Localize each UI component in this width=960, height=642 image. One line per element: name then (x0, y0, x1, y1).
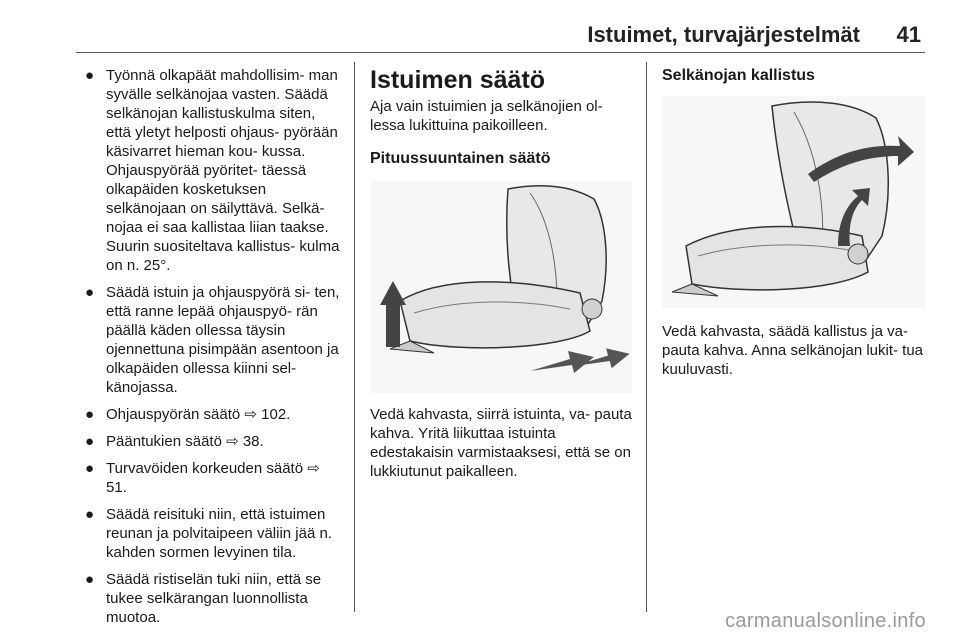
recline-caption: Vedä kahvasta, säädä kallistus ja va- pauta kahva. Anna selkänojan lukit- tua kuuluvasti. (662, 323, 924, 378)
column-divider-1 (354, 62, 355, 612)
bullet-item: ● Pääntukien säätö ⇨ 38. (85, 433, 264, 450)
bullet-icon: ● (85, 571, 95, 588)
subsection-title: Selkänojan kallistus (662, 67, 815, 84)
longitudinal-caption: Vedä kahvasta, siirrä istuinta, va- pauta kahva. Yritä liikuttaa istuinta edestakaisin varmistaaksesi, että se on lukkiutunut paikalleen. (370, 406, 632, 480)
section-title: Istuimen säätö (370, 66, 546, 94)
bullet-icon: ● (85, 433, 95, 450)
bullet-item: ● Työnnä olkapäät mahdollisim- man syvälle selkänojaa vasten. Säädä selkänojan kallistuskulma siten, että yletyt helposti ohjaus- pyörään käsivarret hieman kou- kussa. Ohjauspyörää pyöritet- täessä olkapäiden kosketuksen selkänojaan on säilyttävä. Selkä- nojaa ei saa kallistaa liian taakse. Suurin suositeltava kallistus- kulma on n. 25°. (85, 67, 340, 274)
bullet-list (80, 66, 344, 627)
bullet-icon: ● (85, 67, 95, 84)
column-divider-2 (646, 62, 647, 612)
header-rule (76, 52, 925, 53)
seat-longitudinal-illustration (370, 181, 632, 393)
page-header-title: Istuimet, turvajärjestelmät (587, 22, 860, 47)
column-middle (370, 66, 634, 481)
bullet-item: ● Turvavöiden korkeuden säätö ⇨ 51. (85, 460, 320, 496)
page-number: 41 (896, 22, 921, 47)
bullet-item: ● Säädä istuin ja ohjauspyörä si- ten, että ranne lepää ohjauspyö- rän päällä käden ollessa täysin ojennettuna pisimpään asentoon ja olkapäiden ollessa kiinni sel- känojassa. (85, 284, 340, 396)
column-left (80, 66, 344, 635)
bullet-icon: ● (85, 506, 95, 523)
bullet-item: ● Säädä reisituki niin, että istuimen reunan ja polvitaipeen väliin jää n. kahden sormen levyinen tila. (85, 506, 332, 561)
bullet-icon: ● (85, 460, 95, 477)
watermark: carmanualsonline.info (725, 610, 926, 632)
backrest-recline-illustration (662, 96, 926, 308)
subsection-title: Pituussuuntainen säätö (370, 150, 551, 167)
bullet-item: ● Ohjauspyörän säätö ⇨ 102. (85, 406, 291, 423)
intro-text: Aja vain istuimien ja selkänojien ol- lessa lukittuina paikoilleen. (370, 98, 603, 134)
bullet-item: ● Säädä ristiselän tuki niin, että se tukee selkärangan luonnollista muotoa. (85, 571, 322, 626)
bullet-icon: ● (85, 284, 95, 301)
column-right (662, 66, 926, 379)
bullet-icon: ● (85, 406, 95, 423)
